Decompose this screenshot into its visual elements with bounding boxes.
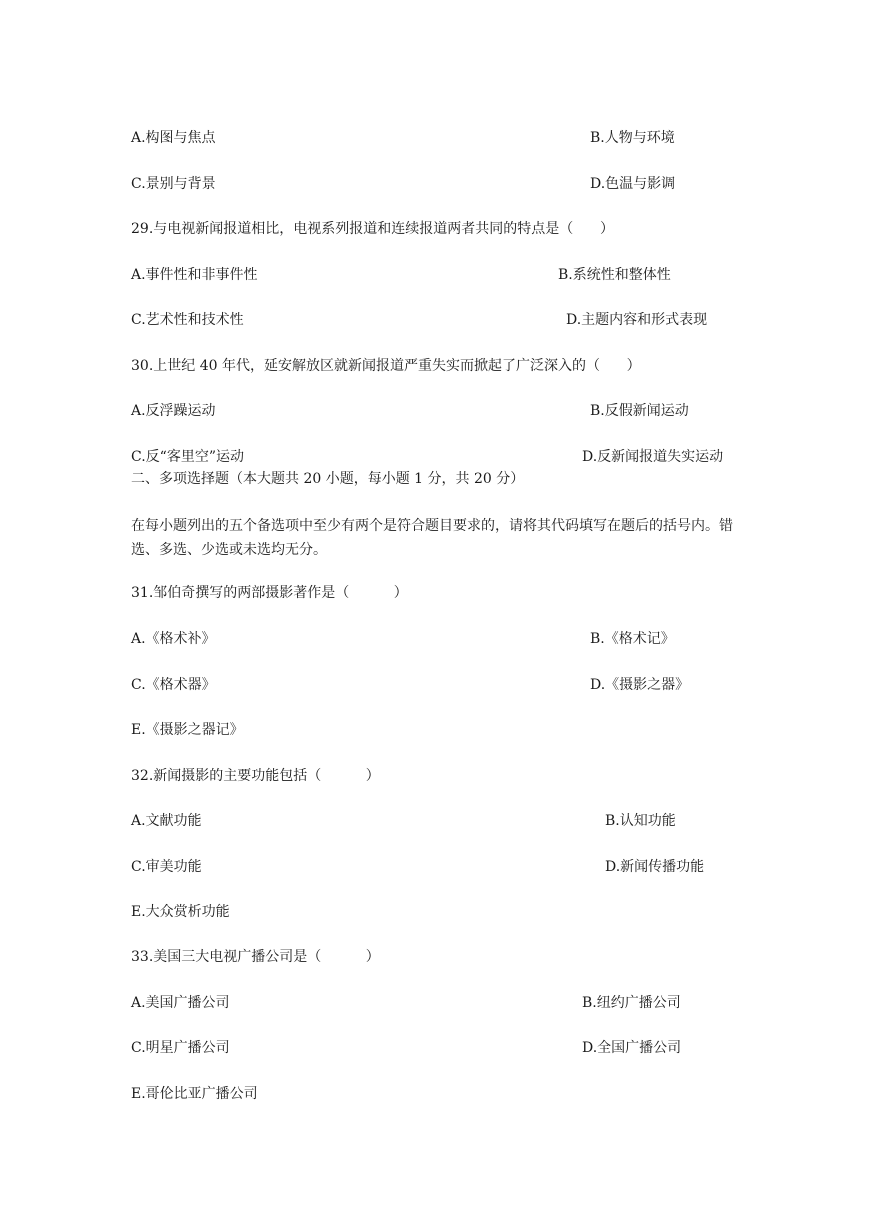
q32-stem: 32.新闻摄影的主要功能包括（ ） [131,768,380,784]
q29-stem: 29.与电视新闻报道相比，电视系列报道和连续报道两者共同的特点是（ ） [131,221,614,237]
section2-heading: 二、多项选择题（本大题共 20 小题，每小题 1 分，共 20 分） [131,471,525,487]
q33-stem: 33.美国三大电视广播公司是（ ） [131,949,380,965]
q29-option-a: A.事件性和非事件性 [131,267,258,283]
q28-option-a: A.构图与焦点 [131,130,216,146]
q33-option-b: B.纽约广播公司 [582,995,681,1011]
q29-option-b: B.系统性和整体性 [558,267,671,283]
q28-option-c: C.景别与背景 [131,176,216,192]
q29-option-c: C.艺术性和技术性 [131,312,244,328]
q31-option-d: D.《摄影之器》 [590,677,690,693]
q28-option-b: B.人物与环境 [590,130,675,146]
q31-option-a: A.《格术补》 [131,631,216,647]
q28-option-d: D.色温与影调 [590,176,676,192]
q29-option-d: D.主题内容和形式表现 [566,312,708,328]
q31-option-c: C.《格术器》 [131,677,216,693]
q33-option-c: C.明星广播公司 [131,1040,230,1056]
q32-option-b: B.认知功能 [605,813,676,829]
q30-option-a: A.反浮躁运动 [131,403,216,419]
q32-option-c: C.审美功能 [131,859,202,875]
q33-option-e: E.哥伦比亚广播公司 [131,1086,258,1102]
q32-option-e: E.大众赏析功能 [131,904,230,920]
q30-option-b: B.反假新闻运动 [590,403,689,419]
q30-stem: 30.上世纪 40 年代，延安解放区就新闻报道严重失实而掀起了广泛深入的（ ） [131,358,641,374]
q31-option-b: B.《格术记》 [590,631,675,647]
q32-option-d: D.新闻传播功能 [605,859,705,875]
q30-option-d: D.反新闻报道失实运动 [582,449,724,465]
q32-option-a: A.文献功能 [131,813,202,829]
q33-option-d: D.全国广播公司 [582,1040,682,1056]
q30-option-c: C.反“客里空”运动 [131,449,244,465]
q33-option-a: A.美国广播公司 [131,995,230,1011]
section2-instructions: 在每小题列出的五个备选项中至少有两个是符合题目要求的，请将其代码填写在题后的括号内。错选、多选、少选或未选均无分。 [131,518,733,558]
q31-option-e: E.《摄影之器记》 [131,722,244,738]
q31-stem: 31.邹伯奇撰写的两部摄影著作是（ ） [131,585,408,601]
